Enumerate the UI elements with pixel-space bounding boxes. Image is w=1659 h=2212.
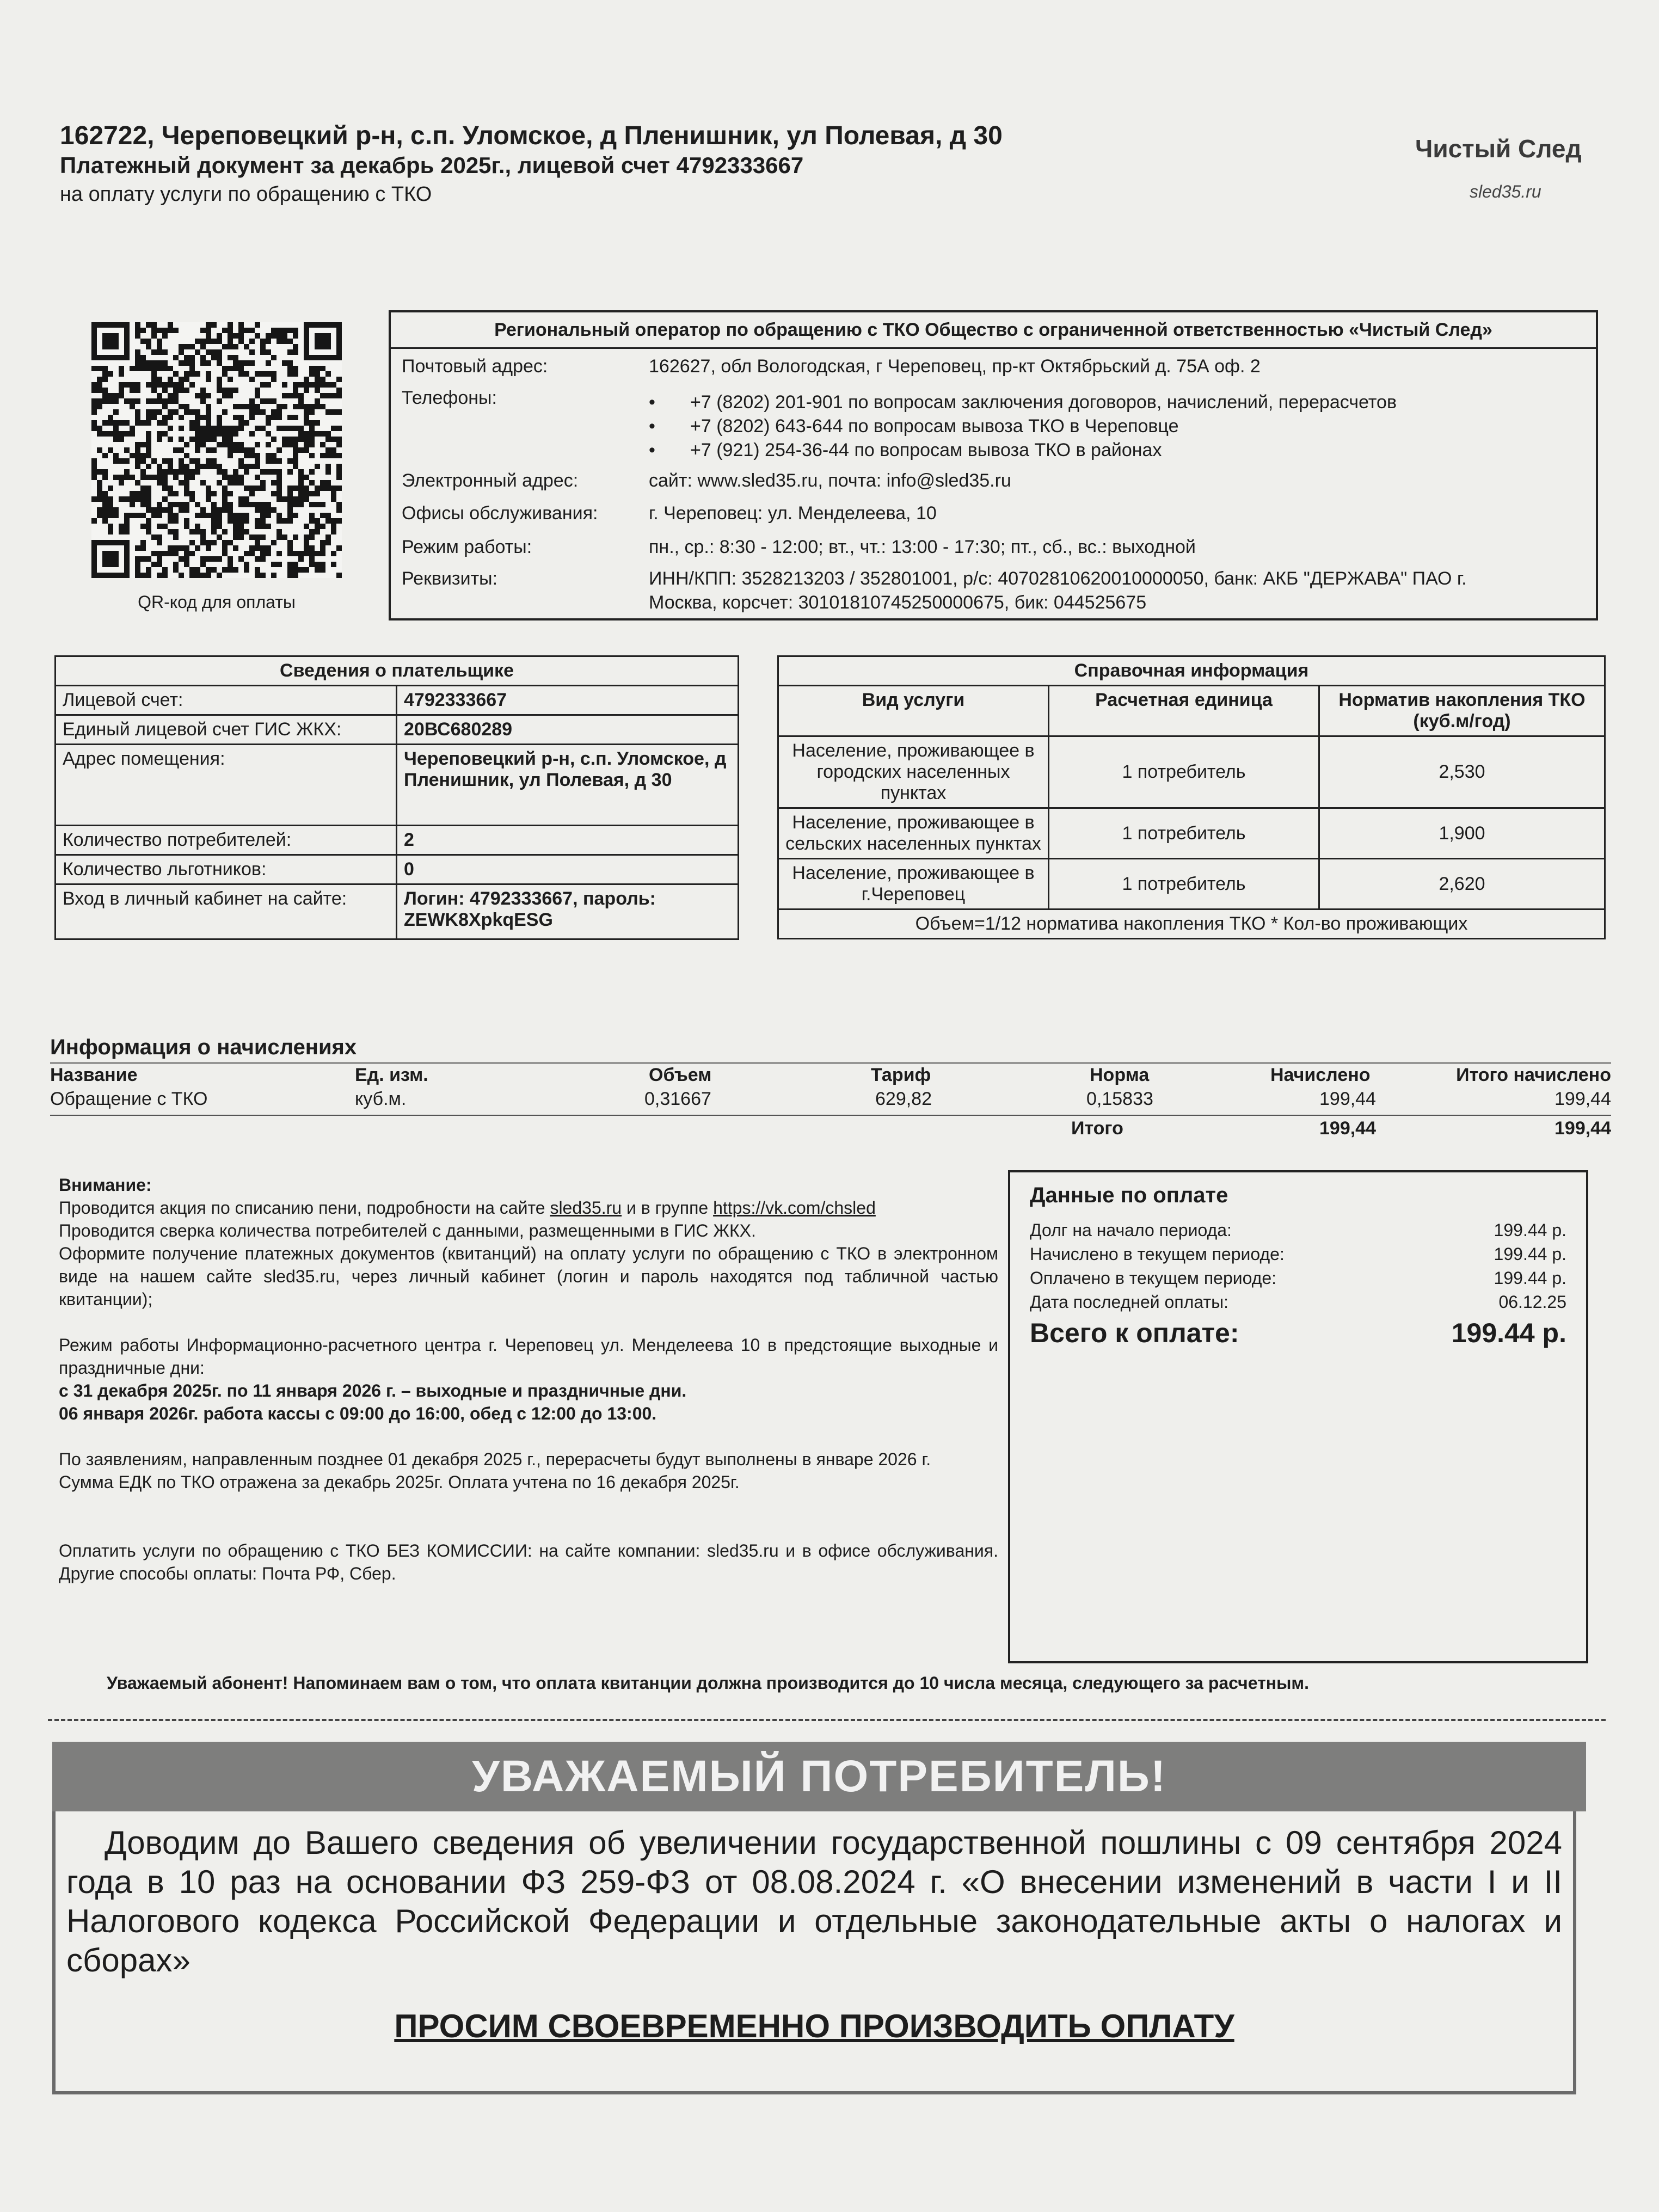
divider (50, 1115, 1611, 1116)
requisites-label: Реквизиты: (402, 568, 498, 589)
announcement-text: Доводим до Вашего сведения об увеличении государственной пошлины с 09 сентября 2024 года в 10 раз на основании ФЗ 259-ФЗ от 08.08.2024 г. «О внесении изменений в части I и II Налогового кодекса Российской Федерации и отдельные законодательные акты о налогах и сборах» (66, 1824, 1562, 1978)
notice-promo (59, 1196, 998, 1219)
payer-label: Адрес помещения: (56, 745, 397, 826)
table-row (778, 736, 1605, 808)
total-accrued: 199,44 (1319, 1118, 1376, 1139)
payer-table (54, 655, 739, 940)
total-due-value: 199.44 р. (1451, 1318, 1566, 1348)
payer-value: Череповецкий р-н, с.п. Уломское, д Пленишник, ул Полевая, д 30 (397, 745, 739, 826)
norm: 2,620 (1319, 859, 1605, 910)
payer-value: 2 (397, 826, 739, 855)
payer-title: Сведения о плательщике (56, 656, 739, 686)
announcement-banner: УВАЖАЕМЫЙ ПОТРЕБИТЕЛЬ! (52, 1742, 1586, 1811)
bullet-icon: • (649, 392, 655, 413)
charge-name: Обращение с ТКО (50, 1089, 208, 1109)
offices-label: Офисы обслуживания: (402, 503, 598, 524)
total-label: Итого (1071, 1118, 1123, 1139)
cashier-hours: 06 января 2026г. работа кассы с 09:00 до 16:00, обед с 12:00 до 13:00. (59, 1404, 657, 1423)
notice-text: и в группе (622, 1198, 714, 1218)
requisites-line2: Москва, корсчет: 30101810745250000675, бик: 044525675 (649, 592, 1147, 613)
payment-label: Дата последней оплаты: (1030, 1292, 1228, 1312)
payment-value: 199.44 р. (1494, 1220, 1566, 1240)
operator-title: Региональный оператор по обращению с ТКО Общество с ограниченной ответственностью «Чистый След» (391, 312, 1596, 349)
table-row (56, 745, 739, 826)
unit: 1 потребитель (1049, 736, 1319, 808)
unit: 1 потребитель (1049, 859, 1319, 910)
reference-title: Справочная информация (778, 656, 1605, 686)
total-sum: 199,44 (1554, 1118, 1611, 1139)
payment-value: 199.44 р. (1494, 1268, 1566, 1288)
table-row (778, 808, 1605, 859)
charge-unit: куб.м. (355, 1089, 407, 1109)
charges-title: Информация о начислениях (50, 1035, 357, 1059)
column-header: Норма (1090, 1065, 1150, 1085)
payment-value: 06.12.25 (1498, 1292, 1566, 1312)
payment-data (1008, 1170, 1588, 1663)
notice-heading: Внимание: (59, 1175, 152, 1195)
announcement-box (52, 1811, 1576, 2094)
requisites-line1: ИНН/КПП: 3528213203 / 352801001, р/с: 40702810620010000050, банк: АКБ "ДЕРЖАВА" ПАО г. (649, 568, 1467, 589)
notice-text: По заявлениям, направленным позднее 01 декабря 2025 г., перерасчеты будут выполнены в январе 2026 г. (59, 1449, 931, 1469)
unit: 1 потребитель (1049, 808, 1319, 859)
payment-label: Начислено в текущем периоде: (1030, 1244, 1285, 1264)
notice-text: Оформите получение платежных документов (квитанций) на оплату услуги по обращению с ТКО в электронном виде на нашем сайте sled35.ru, через личный кабинет (логин и пароль находятся под табличной частью квитанции); (59, 1244, 998, 1309)
charges-header (50, 1065, 1611, 1089)
announcement-cta: ПРОСИМ СВОЕВРЕМЕННО ПРОИЗВОДИТЬ ОПЛАТУ (394, 2008, 1234, 2044)
table-row (56, 715, 739, 745)
table-row (778, 859, 1605, 910)
payer-value: 4792333667 (397, 686, 739, 715)
notice-text: Проводится сверка количества потребителей с данными, размещенными в ГИС ЖКХ. (59, 1221, 756, 1240)
payment-value: 199.44 р. (1494, 1244, 1566, 1264)
qr-label: QR-код для оплаты (138, 592, 296, 612)
phone-2[interactable]: +7 (8202) 643-644 по вопросам вывоза ТКО в Череповце (690, 416, 1179, 437)
payment-row (1030, 1220, 1566, 1240)
hours-value: пн., ср.: 8:30 - 12:00; вт., чт.: 13:00 - 17:30; пт., сб., вс.: выходной (649, 537, 1196, 557)
table-row (50, 1089, 1611, 1113)
bullet-icon: • (649, 440, 655, 460)
qr-code-icon[interactable] (91, 322, 342, 578)
charges-total-row (50, 1118, 1611, 1142)
charge-total: 199,44 (1554, 1089, 1611, 1109)
table-row (56, 826, 739, 855)
reference-footer: Объем=1/12 норматива накопления ТКО * Кол-во проживающих (778, 910, 1605, 939)
notice-text: Режим работы Информационно-расчетного центра г. Череповец ул. Менделеева 10 в предстоящие выходные и праздничные дни: (59, 1335, 998, 1378)
company-logo: Чистый След (1415, 134, 1582, 163)
operator-info (389, 310, 1598, 620)
column-header: Тариф (871, 1065, 931, 1085)
phones-label: Телефоны: (402, 388, 497, 408)
table-row (56, 686, 739, 715)
payment-row (1030, 1244, 1566, 1264)
login-credentials: Логин: 4792333667, пароль: ZEWK8XpkqESG (397, 884, 739, 939)
charge-volume: 0,31667 (644, 1089, 711, 1109)
postal-value: 162627, обл Вологодская, г Череповец, пр-кт Октябрьский д. 75А оф. 2 (649, 356, 1261, 377)
site-link[interactable]: sled35.ru (550, 1198, 622, 1218)
notice-text: Оплатить услуги по обращению с ТКО БЕЗ КОМИССИИ: на сайте компании: sled35.ru и в офисе обслуживания. Другие способы оплаты: Почта РФ, Сбер. (59, 1541, 998, 1583)
phone-1[interactable]: +7 (8202) 201-901 по вопросам заключения договоров, начислений, перерасчетов (690, 392, 1397, 413)
column-header: Название (50, 1065, 138, 1085)
payment-row (1030, 1268, 1566, 1288)
payer-label: Лицевой счет: (56, 686, 397, 715)
column-header: Итого начислено (1456, 1065, 1611, 1085)
vk-link[interactable]: https://vk.com/chsled (713, 1198, 876, 1218)
notice-text: Сумма ЕДК по ТКО отражена за декабрь 2025г. Оплата учтена по 16 декабря 2025г. (59, 1472, 740, 1492)
notice-text: Проводится акция по списанию пени, подробности на сайте (59, 1198, 550, 1218)
table-row (56, 884, 739, 939)
charge-accrued: 199,44 (1319, 1089, 1376, 1109)
column-header: Объем (649, 1065, 712, 1085)
postal-label: Почтовый адрес: (402, 356, 548, 377)
payer-label: Количество потребителей: (56, 826, 397, 855)
payer-label: Количество льготников: (56, 855, 397, 884)
column-header: Расчетная единица (1049, 686, 1319, 736)
column-header: Начислено (1270, 1065, 1371, 1085)
bullet-icon: • (649, 416, 655, 437)
document-purpose: на оплату услуги по обращению с ТКО (60, 183, 432, 206)
divider (50, 1062, 1611, 1064)
payer-value: 20ВС680289 (397, 715, 739, 745)
holiday-dates: с 31 декабря 2025г. по 11 января 2026 г. – выходные и праздничные дни. (59, 1381, 687, 1400)
notice-block (59, 1173, 998, 1585)
payment-row (1030, 1292, 1566, 1312)
payment-reminder: Уважаемый абонент! Напоминаем вам о том, что оплата квитанции должна производится до 10 числа месяца, следующего за расчетным. (107, 1673, 1309, 1693)
reference-table (777, 655, 1606, 939)
column-header: Ед. изм. (355, 1065, 428, 1085)
payer-label: Единый лицевой счет ГИС ЖКХ: (56, 715, 397, 745)
document-title: Платежный документ за декабрь 2025г., лицевой счет 4792333667 (60, 152, 804, 178)
service-type: Население, проживающее в сельских населенных пунктах (778, 808, 1049, 859)
charge-tariff: 629,82 (875, 1089, 932, 1109)
phone-3[interactable]: +7 (921) 254-36-44 по вопросам вывоза ТКО в районах (690, 440, 1162, 460)
payer-label: Вход в личный кабинет на сайте: (56, 884, 397, 939)
norm: 2,530 (1319, 736, 1605, 808)
column-header: Вид услуги (778, 686, 1049, 736)
company-site: sled35.ru (1470, 182, 1541, 201)
payment-label: Долг на начало периода: (1030, 1220, 1232, 1240)
offices-value: г. Череповец: ул. Менделеева, 10 (649, 503, 937, 524)
total-due-label: Всего к оплате: (1030, 1318, 1239, 1348)
payment-title: Данные по оплате (1030, 1183, 1228, 1207)
payer-value: 0 (397, 855, 739, 884)
payment-label: Оплачено в текущем периоде: (1030, 1268, 1277, 1288)
hours-label: Режим работы: (402, 537, 532, 557)
email-value[interactable]: сайт: www.sled35.ru, почта: info@sled35.ru (649, 470, 1011, 491)
header-address: 162722, Череповецкий р-н, с.п. Уломское, д Пленишник, ул Полевая, д 30 (60, 121, 1003, 150)
service-type: Население, проживающее в городских населенных пунктах (778, 736, 1049, 808)
charge-norm: 0,15833 (1086, 1089, 1153, 1109)
norm: 1,900 (1319, 808, 1605, 859)
email-label: Электронный адрес: (402, 470, 579, 491)
column-header: Норматив накопления ТКО (куб.м/год) (1319, 686, 1605, 736)
service-type: Население, проживающее в г.Череповец (778, 859, 1049, 910)
cut-line (48, 1719, 1606, 1721)
table-row (56, 855, 739, 884)
total-due (1030, 1317, 1566, 1349)
